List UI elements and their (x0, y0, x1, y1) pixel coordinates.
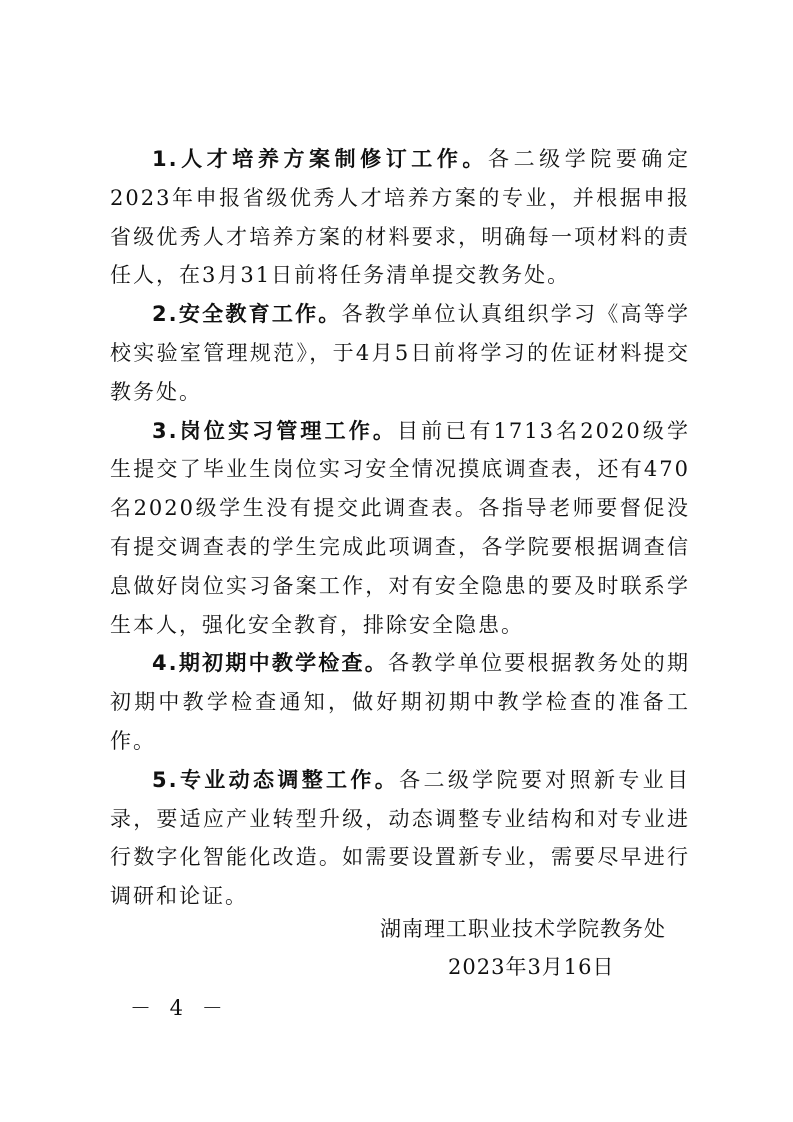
item-1-heading: 1.人才培养方案制修订工作。 (152, 147, 489, 171)
item-4-heading: 4.期初期中教学检查。 (152, 651, 389, 676)
item-5-heading: 5.专业动态调整工作。 (152, 767, 400, 792)
item-5 (110, 761, 690, 916)
signature-date: 2023年3月16日 (448, 955, 615, 979)
item-3-text: 目前已有1713名2020级学生提交了毕业生岗位实习安全情况摸底调查表，还有470名2020级学生没有提交此调查表。各指导老师要督促没有提交调查表的学生完成此项调查，各学院要根据调查信息做好岗位实习备案工作，对有安全隐患的要及时联系学生本人，强化安全教育，排除安全隐患。 (110, 418, 691, 637)
signature-block (380, 910, 666, 986)
item-4-text: 各教学单位要根据教务处的期初期中教学检查通知，做好期初期中教学检查的准备工作。 (110, 651, 690, 753)
item-1 (110, 140, 690, 295)
document-body (110, 140, 690, 916)
item-2-heading: 2.安全教育工作。 (152, 302, 342, 327)
item-5-text: 各二级学院要对照新专业目录，要适应产业转型升级，动态调整专业结构和对专业进行数字化智能化改造。如需要设置新专业，需要尽早进行调研和论证。 (110, 767, 691, 909)
item-3 (110, 412, 690, 645)
item-2-text: 各教学单位认真组织学习《高等学校实验室管理规范》，于4月5日前将学习的佐证材料提交教务处。 (110, 302, 691, 404)
item-4 (110, 644, 690, 760)
page-number: － 4 － (130, 996, 229, 1020)
signature-org: 湖南理工职业技术学院教务处 (380, 917, 666, 941)
item-3-heading: 3.岗位实习管理工作。 (152, 418, 397, 443)
item-2 (110, 295, 690, 411)
item-1-text: 各二级学院要确定2023年申报省级优秀人才培养方案的专业，并根据申报省级优秀人才培养方案的材料要求，明确每一项材料的责任人，在3月31日前将任务清单提交教务处。 (110, 147, 691, 288)
